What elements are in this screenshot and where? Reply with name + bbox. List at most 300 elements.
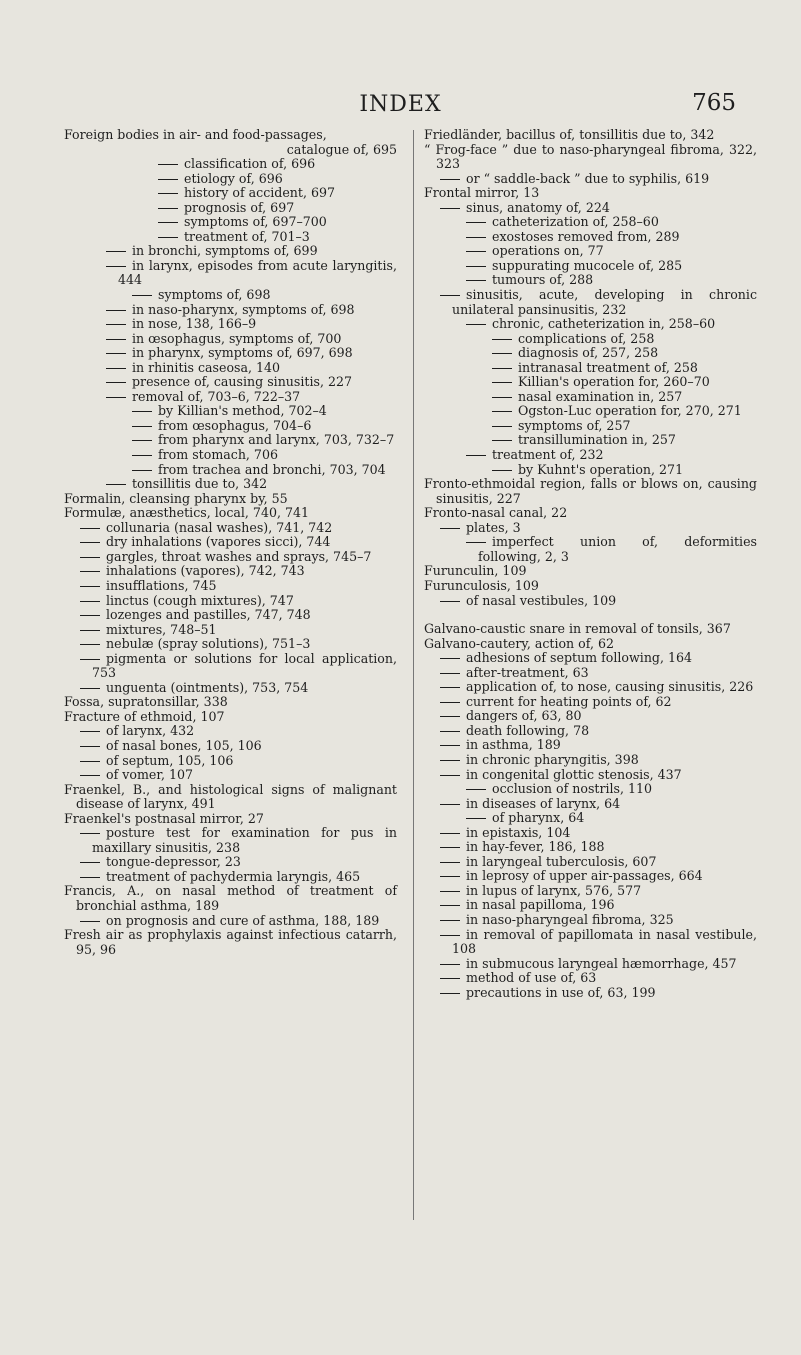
ditto-dash [106,397,126,398]
index-entry [80,564,397,579]
index-entry-text: in diseases of larynx, 64 [466,795,621,811]
index-entry [440,869,757,884]
ditto-dash [466,237,486,238]
section-gap [424,608,757,622]
page-title: INDEX [359,92,442,117]
index-entry [424,143,757,172]
index-entry [440,172,757,187]
index-entry [106,390,397,405]
index-column-left [64,128,397,957]
index-entry [64,695,397,710]
index-entry [64,783,397,812]
index-entry-text: in asthma, 189 [466,737,561,753]
index-entry-text: from trachea and bronchi, 703, 704 [158,461,386,477]
ditto-dash [492,426,512,427]
ditto-dash [80,615,100,616]
index-entry-text: of nasal vestibules, 109 [466,592,617,608]
ditto-dash [158,164,178,165]
index-entry-text: Furunculin, 109 [424,563,527,579]
index-entry [158,172,397,187]
index-entry-text: pigmenta or solutions for local application, 753 [92,650,397,681]
ditto-dash [440,891,460,892]
index-entry-text: treatment of, 232 [492,447,604,463]
ditto-dash [440,601,460,602]
index-entry-text: by Killian's method, 702–4 [158,403,327,419]
ditto-dash [106,339,126,340]
index-entry [106,361,397,376]
ditto-dash [440,862,460,863]
ditto-dash [106,368,126,369]
index-entry [492,419,757,434]
index-entry [106,332,397,347]
ditto-dash [440,673,460,674]
index-entry-text: Fronto-ethmoidal region, falls or blows on, causing sinusitis, 227 [424,476,757,506]
ditto-dash [80,921,100,922]
index-entry-text: after-treatment, 63 [466,664,589,680]
ditto-dash [80,761,100,762]
ditto-dash [492,368,512,369]
ditto-dash [492,470,512,471]
index-entry-text: in bronchi, symptoms of, 699 [132,243,318,259]
index-entry [466,782,757,797]
index-entry-text: operations on, 77 [492,243,604,259]
index-entry-text: etiology of, 696 [184,170,283,186]
ditto-dash [440,876,460,877]
index-entry-text: in leprosy of upper air-passages, 664 [466,868,703,884]
index-entry-text: Fracture of ethmoid, 107 [64,708,225,724]
ditto-dash [492,397,512,398]
ditto-dash [440,658,460,659]
index-entry-text: Ogston-Luc operation for, 270, 271 [518,403,742,419]
index-entry-text: symptoms of, 257 [518,417,631,433]
index-entry [132,433,397,448]
index-entry-text: in removal of papillomata in nasal vestibule, 108 [452,926,757,957]
index-entry-text: in naso-pharyngeal fibroma, 325 [466,911,674,927]
index-entry [158,201,397,216]
index-entry [64,128,397,143]
index-entry [424,477,757,506]
index-entry-text: “ Frog-face ” due to naso-pharyngeal fibroma, 322, 323 [424,141,757,172]
index-entry [492,361,757,376]
index-entry-text: complications of, 258 [518,330,655,346]
ditto-dash [466,222,486,223]
index-entry-text: nebulæ (spray solutions), 751–3 [106,636,311,652]
index-entry-text: history of accident, 697 [184,185,336,201]
index-entry [492,332,757,347]
index-entry-text: prognosis of, 697 [184,199,295,215]
index-entry-text: suppurating mucocele of, 285 [492,257,683,273]
ditto-dash [440,978,460,979]
ditto-dash [80,833,100,834]
index-entry-text: Formulæ, anæsthetics, local, 740, 741 [64,505,310,521]
index-entry-text: or “ saddle-back ” due to syphilis, 619 [466,170,710,186]
ditto-dash [80,688,100,689]
ditto-dash [80,630,100,631]
index-entry-text: in lupus of larynx, 576, 577 [466,882,642,898]
index-entry-text: tumours of, 288 [492,272,594,288]
index-entry-text: Fraenkel's postnasal mirror, 27 [64,810,264,826]
ditto-dash [80,571,100,572]
index-entry [440,768,757,783]
index-entry-text: nasal examination in, 257 [518,388,683,404]
ditto-dash [132,295,152,296]
index-entry-text: inhalations (vapores), 742, 743 [106,563,305,579]
index-entry [466,317,757,332]
index-entry-text: tonsillitis due to, 342 [132,476,268,492]
ditto-dash [132,440,152,441]
index-entry-text: application of, to nose, causing sinusitis, 226 [466,679,754,695]
index-entry-text: Francis, A., on nasal method of treatment of bronchial asthma, 189 [64,883,397,913]
index-entry [424,506,757,521]
index-entry [80,754,397,769]
ditto-dash [158,222,178,223]
index-entry-text: dry inhalations (vapores sicci), 744 [106,534,331,550]
index-entry-text: on prognosis and cure of asthma, 188, 189 [106,912,380,928]
index-entry-text: by Kuhnt's operation, 271 [518,461,684,477]
index-entry [132,288,397,303]
ditto-dash [440,716,460,717]
index-entry [106,317,397,332]
index-entry-text: from pharynx and larynx, 703, 732–7 [158,432,395,448]
index-entry [64,710,397,725]
ditto-dash [440,775,460,776]
ditto-dash [80,775,100,776]
index-entry-text: of vomer, 107 [106,767,194,783]
ditto-dash [158,193,178,194]
index-entry [158,157,397,172]
index-entry [424,564,757,579]
index-entry [440,971,757,986]
index-entry [80,652,397,681]
index-entry [492,390,757,405]
ditto-dash [440,935,460,936]
index-entry [64,492,397,507]
index-entry-text: exostoses removed from, 289 [492,228,680,244]
index-entry-text: Fraenkel, B., and histological signs of malignant disease of larynx, 491 [64,781,397,812]
ditto-dash [440,920,460,921]
index-entry [158,215,397,230]
index-entry-text: chronic, catheterization in, 258–60 [492,316,716,332]
index-entry-text: precautions in use of, 63, 199 [466,984,656,1000]
index-entry-text: dangers of, 63, 80 [466,708,582,724]
index-entry [80,826,397,855]
ditto-dash [440,847,460,848]
index-entry-text: Frontal mirror, 13 [424,185,540,201]
ditto-dash [492,353,512,354]
index-entry [492,346,757,361]
index-entry [440,928,757,957]
index-entry-text: linctus (cough mixtures), 747 [106,592,294,608]
index-entry-text: posture test for examination for pus in maxillary sinusitis, 238 [92,825,397,855]
ditto-dash [106,484,126,485]
page-number: 765 [692,90,736,116]
index-entry-text: Furunculosis, 109 [424,577,539,593]
index-entry [132,419,397,434]
index-entry-text: Fronto-nasal canal, 22 [424,505,568,521]
index-entry [440,884,757,899]
index-entry-text: diagnosis of, 257, 258 [518,345,659,361]
index-entry-text: symptoms of, 697–700 [184,214,327,230]
ditto-dash [80,877,100,878]
ditto-dash [440,993,460,994]
index-entry [492,463,757,478]
index-entry-text: method of use of, 63 [466,970,597,986]
ditto-dash [466,324,486,325]
index-entry [440,826,757,841]
index-entry-text: of septum, 105, 106 [106,752,234,768]
index-entry-text: of pharynx, 64 [492,810,585,826]
index-entry-text: current for heating points of, 62 [466,693,672,709]
index-entry-text: adhesions of septum following, 164 [466,650,693,666]
index-entry [106,303,397,318]
index-entry-text: plates, 3 [466,519,521,535]
index-entry [80,579,397,594]
ditto-dash [440,687,460,688]
index-entry [466,535,757,564]
index-entry-text: transillumination in, 257 [518,432,676,448]
ditto-dash [80,528,100,529]
index-entry [64,928,397,957]
index-entry-text: Fresh air as prophylaxis against infectious catarrh, 95, 96 [64,927,397,957]
ditto-dash [80,731,100,732]
index-entry [440,709,757,724]
index-entry [80,739,397,754]
index-entry-text: from stomach, 706 [158,447,278,463]
index-entry [440,666,757,681]
index-entry [106,477,397,492]
index-entry [440,521,757,536]
index-entry [80,914,397,929]
index-entry-text: in rhinitis caseosa, 140 [132,359,281,375]
ditto-dash [492,440,512,441]
index-entry [424,128,757,143]
ditto-dash [132,470,152,471]
index-entry [80,870,397,885]
index-entry-text: in naso-pharynx, symptoms of, 698 [132,301,355,317]
index-entry-text: Fossa, supratonsillar, 338 [64,694,228,710]
ditto-dash [492,411,512,412]
index-entry [106,346,397,361]
index-entry-text: catheterization of, 258–60 [492,214,659,230]
index-entry-text: catalogue of, 695 [286,141,397,157]
index-entry [80,594,397,609]
index-entry [64,884,397,913]
index-entry [80,768,397,783]
ditto-dash [466,455,486,456]
index-entry-text: of nasal bones, 105, 106 [106,737,262,753]
ditto-dash [80,557,100,558]
index-entry-text: in larynx, episodes from acute laryngitis, 444 [118,257,397,288]
ditto-dash [158,208,178,209]
index-entry-text: unguenta (ointments), 753, 754 [106,679,309,695]
index-entry-text: Formalin, cleansing pharynx by, 55 [64,490,288,506]
ditto-dash [132,426,152,427]
ditto-dash [466,251,486,252]
index-entry [440,855,757,870]
index-entry [80,724,397,739]
index-entry-text: treatment of, 701–3 [184,228,310,244]
index-entry [132,448,397,463]
index-entry-text: classification of, 696 [184,156,316,172]
index-entry-text: in submucous laryngeal hæmorrhage, 457 [466,955,737,971]
index-entry [440,651,757,666]
index-entry-text: Friedländer, bacillus of, tonsillitis due to, 342 [424,127,715,142]
ditto-dash [440,528,460,529]
ditto-dash [466,818,486,819]
index-entry [80,535,397,550]
index-entry-text: collunaria (nasal washes), 741, 742 [106,519,333,535]
ditto-dash [440,295,460,296]
ditto-dash [158,179,178,180]
index-entry [440,288,757,317]
ditto-dash [440,905,460,906]
ditto-dash [440,745,460,746]
index-entry-text: in nose, 138, 166–9 [132,316,257,332]
index-entry-text: of larynx, 432 [106,723,195,739]
index-entry-text: in laryngeal tuberculosis, 607 [466,853,657,869]
index-entry [158,186,397,201]
index-entry-text: in epistaxis, 104 [466,824,571,840]
index-entry [106,244,397,259]
ditto-dash [440,804,460,805]
index-entry-text: lozenges and pastilles, 747, 748 [106,607,311,623]
index-entry [466,244,757,259]
ditto-dash [106,310,126,311]
index-entry-text: removal of, 703–6, 722–37 [132,388,301,404]
index-entry-text: symptoms of, 698 [158,287,271,303]
index-entry-text: treatment of pachydermia laryngis, 465 [106,868,361,884]
index-entry [64,506,397,521]
index-entry [80,608,397,623]
index-entry-text: tongue-depressor, 23 [106,854,241,870]
index-entry [64,812,397,827]
index-entry [440,594,757,609]
index-entry-text: in œsophagus, symptoms of, 700 [132,330,342,346]
ditto-dash [492,382,512,383]
index-entry-text: gargles, throat washes and sprays, 745–7 [106,548,372,564]
index-entry [158,230,397,245]
ditto-dash [440,702,460,703]
index-entry-text: in nasal papilloma, 196 [466,897,615,913]
index-entry-text: death following, 78 [466,722,590,738]
index-entry [80,855,397,870]
ditto-dash [80,644,100,645]
index-entry [440,753,757,768]
index-entry [106,259,397,288]
index-entry [106,375,397,390]
ditto-dash [80,601,100,602]
index-entry-text: mixtures, 748–51 [106,621,217,637]
ditto-dash [80,746,100,747]
index-entry [492,375,757,390]
ditto-dash [80,586,100,587]
ditto-dash [466,789,486,790]
ditto-dash [440,731,460,732]
index-entry-text: sinusitis, acute, developing in chronic unilateral pansinusitis, 232 [452,287,757,317]
index-entry [440,913,757,928]
ditto-dash [466,266,486,267]
index-entry [492,433,757,448]
ditto-dash [466,542,486,543]
index-entry [466,448,757,463]
index-entry [64,143,397,158]
ditto-dash [440,208,460,209]
index-entry [440,738,757,753]
index-entry [440,201,757,216]
index-entry-text: sinus, anatomy of, 224 [466,199,610,215]
index-entry-text: in hay-fever, 186, 188 [466,839,605,855]
ditto-dash [158,237,178,238]
index-entry [80,681,397,696]
index-entry-text: Killian's operation for, 260–70 [518,374,710,390]
index-column-right [424,128,757,1000]
index-entry-text: Galvano-caustic snare in removal of tonsils, 367 [424,621,731,637]
ditto-dash [106,353,126,354]
index-entry [466,259,757,274]
ditto-dash [440,179,460,180]
index-entry [440,797,757,812]
index-entry [424,579,757,594]
ditto-dash [132,455,152,456]
index-entry [132,463,397,478]
index-entry-text: occlusion of nostrils, 110 [492,781,653,797]
ditto-dash [80,659,100,660]
index-entry-text: Galvano-cautery, action of, 62 [424,635,614,651]
index-entry [80,521,397,536]
index-entry [424,622,757,637]
index-entry-text: imperfect union of, deformities following, 2, 3 [478,534,757,564]
index-entry [466,273,757,288]
index-entry [440,695,757,710]
ditto-dash [132,411,152,412]
ditto-dash [440,760,460,761]
column-divider [413,130,414,1220]
ditto-dash [106,266,126,267]
index-entry-text: intranasal treatment of, 258 [518,359,698,375]
index-entry-text: from œsophagus, 704–6 [158,417,312,433]
ditto-dash [440,964,460,965]
index-entry [80,623,397,638]
index-entry [440,724,757,739]
index-entry-text: Foreign bodies in air- and food-passages, [64,127,327,142]
index-entry-text: in congenital glottic stenosis, 437 [466,766,682,782]
index-entry-text: insufflations, 745 [106,577,217,593]
index-entry [440,898,757,913]
ditto-dash [80,862,100,863]
index-entry [424,637,757,652]
index-entry [424,186,757,201]
index-entry-text: in pharynx, symptoms of, 697, 698 [132,345,353,361]
index-entry [80,550,397,565]
ditto-dash [106,324,126,325]
ditto-dash [106,251,126,252]
ditto-dash [106,382,126,383]
index-entry [440,680,757,695]
index-entry [466,230,757,245]
index-entry [440,957,757,972]
index-entry [440,986,757,1001]
ditto-dash [492,339,512,340]
index-entry [466,215,757,230]
index-entry-text: in chronic pharyngitis, 398 [466,751,639,767]
index-entry [440,840,757,855]
ditto-dash [440,833,460,834]
index-entry [132,404,397,419]
index-entry [466,811,757,826]
index-entry-text: presence of, causing sinusitis, 227 [132,374,353,390]
index-entry [492,404,757,419]
ditto-dash [80,542,100,543]
